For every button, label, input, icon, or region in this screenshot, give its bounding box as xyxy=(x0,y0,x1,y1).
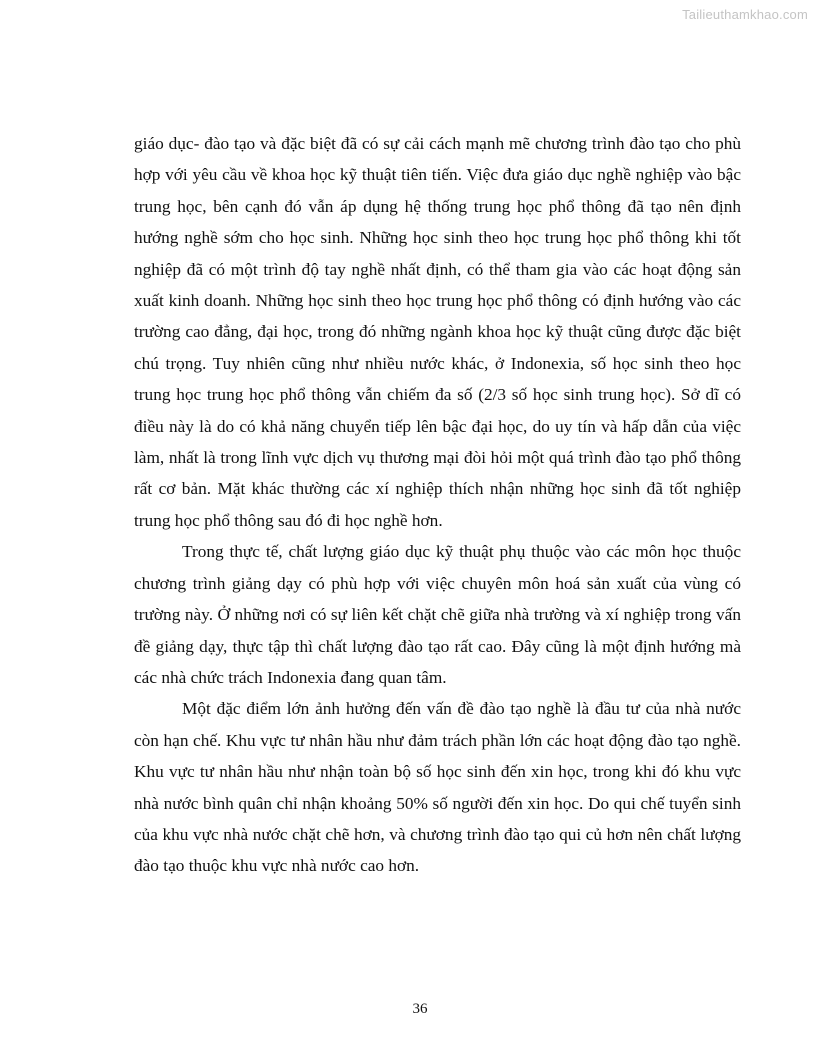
paragraph-technical-education-quality: Trong thực tế, chất lượng giáo dục kỹ thuật phụ thuộc vào các môn học thuộc chương trình giảng dạy có phù hợp với việc chuyên môn hoá sản xuất của vùng có trường này. Ở những nơi có sự liên kết chặt chẽ giữa nhà trường và xí nghiệp trong vấn đề giảng dạy, thực tập thì chất lượng đào tạo rất cao. Đây cũng là một định hướng mà các nhà chức trách Indonexia đang quan tâm. xyxy=(134,542,741,687)
watermark-text: Tailieuthamkhao.com xyxy=(682,7,808,22)
document-body xyxy=(134,128,741,882)
paragraph-continuation: giáo dục- đào tạo và đặc biệt đã có sự cải cách mạnh mẽ chương trình đào tạo cho phù hợp với yêu cầu về khoa học kỹ thuật tiên tiến. Việc đưa giáo dục nghề nghiệp vào bậc trung học, bên cạnh đó vẫn áp dụng hệ thống trung học phổ thông đã tạo nên định hướng nghề sớm cho học sinh. Những học sinh theo học trung học phổ thông khi tốt nghiệp đã có một trình độ tay nghề nhất định, có thể tham gia vào các hoạt động sản xuất kinh doanh. Những học sinh theo học trung học phổ thông có định hướng vào các trường cao đẳng, đại học, trong đó những ngành khoa học kỹ thuật cũng được đặc biệt chú trọng. Tuy nhiên cũng như nhiều nước khác, ở Indonexia, số học sinh theo học trung học trung học phổ thông vẫn chiếm đa số (2/3 số học sinh trung học). Sở dĩ có điều này là do có khả năng chuyển tiếp lên bậc đại học, do uy tín và hấp dẫn của việc làm, nhất là trong lĩnh vực dịch vụ thương mại đòi hỏi một quá trình đào tạo phổ thông rất cơ bản. Mặt khác thường các xí nghiệp thích nhận những học sinh đã tốt nghiệp trung học phổ thông sau đó đi học nghề hơn. xyxy=(134,134,741,530)
page-number: 36 xyxy=(412,1001,428,1017)
paragraph-state-investment: Một đặc điểm lớn ảnh hưởng đến vấn đề đào tạo nghề là đầu tư của nhà nước còn hạn chế. Khu vực tư nhân hầu như đảm trách phần lớn các hoạt động đào tạo nghề. Khu vực tư nhân hầu như nhận toàn bộ số học sinh đến xin học, trong khi đó khu vực nhà nước bình quân chỉ nhận khoảng 50% số người đến xin học. Do qui chế tuyển sinh của khu vực nhà nước chặt chẽ hơn, và chương trình đào tạo qui củ hơn nên chất lượng đào tạo thuộc khu vực nhà nước cao hơn. xyxy=(134,699,741,876)
